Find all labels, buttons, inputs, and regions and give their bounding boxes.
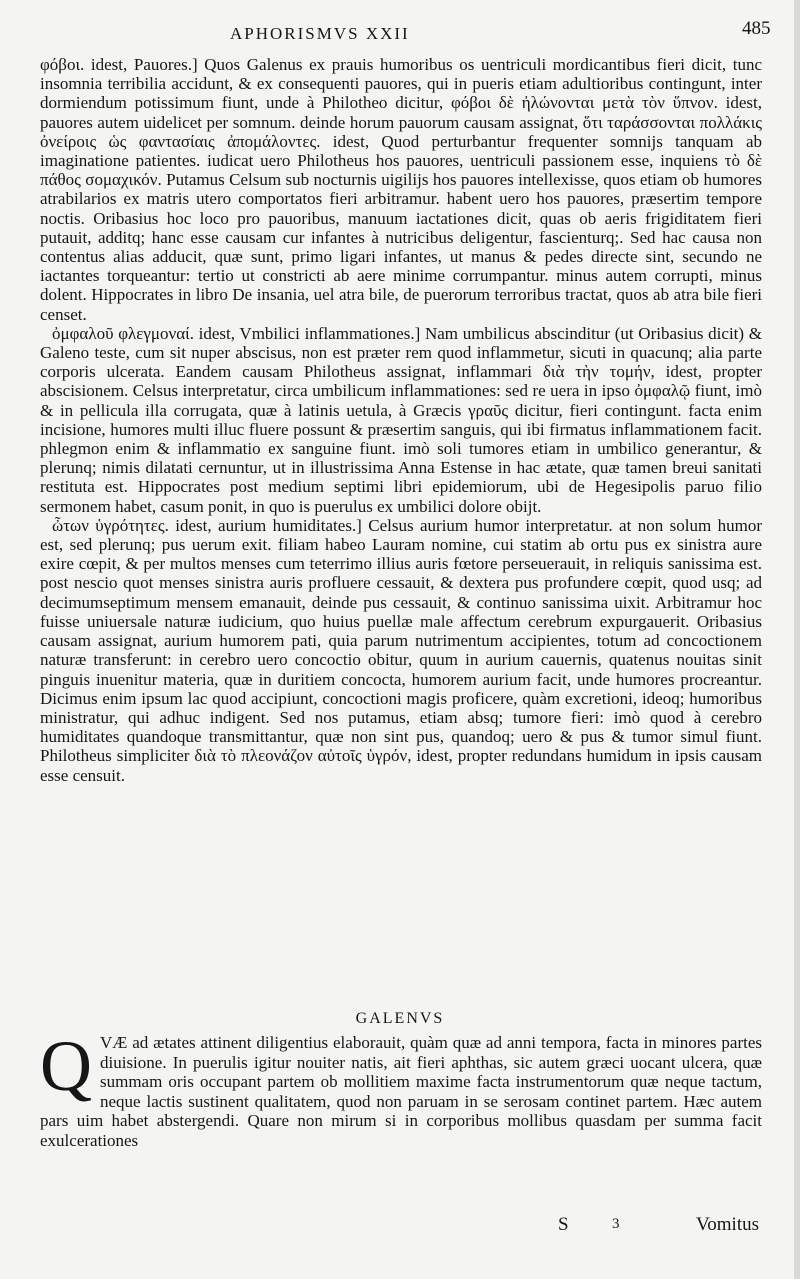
commentary-paragraph-pauores: φόβοι. idest, Pauores.] Quos Galenus ex prauis humoribus os uentriculi mordicantibus fieri dicit, tunc insomnia terribilia accidunt, & ex consequenti pauores, qui in pueris etiam adultioribus contingunt, inter dormiendum potissimum fiunt, unde à Philotheo dicitur, φόβοι δὲ ἠλώνονται μετὰ τὸν ὕπνον. idest, pauores autem uidelicet per somnum. deinde horum pauorum causam assignat, ὅτι ταράσσονται πολλάκις ὀνείροις ὡς φαντασίαις ἀπομάλοντες. idest, Quod perturbantur frequenter somnijs tanquam ab imaginatione patientes. iudicat uero Philotheus hos pauores, uentriculi passionem esse, inquiens τὸ δὲ πάθος σομαχικόν. Putamus Celsum sub nocturnis uigilijs hos pauores intellexisse, quos etiam ob humores atrabilarios ex matris utero comportatos fieri arbitramur. habent uero hos pauores, præsertim tempore noctis. Oribasius hoc loco pro pauoribus, manuum iactationes dicit, quas ob aeris frigiditatem fieri putauit, additq; hanc esse causam cur infantes à nutricibus deligentur, fascienturq;. Sed hac causa non contentus alias adducit, quæ sunt, primo ligari infantes, ut manus & pedes directe sint, secundo ne iactantes torqueantur: tertio ut constricti ab aere minime corrumpantur. minus autem corrupti, minus dolent. Hippocrates in libro De insania, uel atra bile, de puerorum terroribus tractat, quos ab atra bile fieri censet. bbox=[40, 55, 762, 324]
page-number: 485 bbox=[742, 18, 771, 39]
page-gutter-shadow bbox=[794, 0, 800, 1279]
section-title-galenus: GALENVS bbox=[355, 1010, 445, 1027]
galen-paragraph: VÆ ad ætates attinent diligentius elaborauit, quàm quæ ad anni tempora, facta in minores partes diuisione. In puerulis igitur nouiter natis, ait fieri aphthas, sic autem græci uocant ulcera, quæ summam oris occupant partem ob mollitiem maxime facta instrumentorum quæ neque tactum, neque lactis sustinent qualitatem, quod non paruam in se serosam continet partem. Hæc autem pars uim habet abstergendi. Quare non mirum si in corporibus mollibus quasdam per summa facit exulcerationes bbox=[40, 1033, 762, 1150]
commentary-paragraph-aurium: ὦτων ὑγρότητες. idest, aurium humiditates.] Celsus aurium humor interpretatur. at non solum humor est, sed plerunq; pus uerum exit. filiam habeo Lauram nomine, cui statim ab ortu pus ex sinistra aure exire cœpit, & per multos menses cum teterrimo illius auris fœtore perseuerauit, in reliquis sanissima est. post nescio quot menses sinistra auris profluere cessauit, & dextera pus profundere cœpit, quod usq; ad decimumseptimum mensem emanauit, deinde pus cessauit, & continuo sanissima uixit. Arbitramur hoc fuisse uniuersale naturæ iudicium, quo huius puellæ male affectum cerebrum expurgauerit. Oribasius causam assignat, aurium humorem pati, quia parum nutrimentum accipientes, totum ad concoctionem naturæ transferunt: in cerebro uero concoctio obitur, quum in aurium cauernis, quatenus nouitas sinit pinguis inuenitur materia, quæ in duritiem concocta, humorem aurium facit, unde humores procreantur. Dicimus enim ipsum lac quod accipiunt, concoctioni magis proficere, quàm excretioni, ideoq; humoribus ministratur, qui adhuc indigent. Sed nos putamus, etiam absq; tumore fieri: imò quod à cerebro humiditates quandoque transmittantur, quæ non sint pus, quandoq; uero & pus & tumor simul fiunt. Philotheus simpliciter διὰ τὸ πλεονάζον αὐτοῖς ὑγρόν, idest, propter redundans humidum in ipsis causam esse censuit. bbox=[40, 515, 762, 785]
drop-cap: Q bbox=[40, 1026, 92, 1106]
signature-number: 3 bbox=[612, 1216, 620, 1232]
catchword: Vomitus bbox=[696, 1214, 760, 1235]
running-title: APHORISMVS XXII bbox=[230, 24, 410, 43]
commentary-paragraph-umbilici: ὀμφαλοῦ φλεγμοναί. idest, Vmbilici inflammationes.] Nam umbilicus abscinditur (ut Oribasius dicit) & Galeno teste, cum sit nuper abscisus, non est præter rem quod inflammetur, sicuti in quacunq; alia parte corporis ulcerata. Eandem causam Philotheus assignat, inflammari διὰ τὴν τομήν, idest, propter abscisionem. Celsus interpretatur, circa umbilicum inflammationes: sed re uera in ipso ὀμφαλῷ fiunt, imò & in pellicula illa corrugata, quæ à latinis uetula, à Græcis γραῦς dicitur, fieri contingunt. facta enim incisione, humores multi illuc fluere possunt & præsertim sanguis, qui ibi firmatus inflammationem facit. phlegmon enim & inflammatio ex sanguine fiunt. imò soli tumores etiam in umbilico generantur, & plerunq; nimis dilatati cernuntur, ut in illustrissima Anna Estense in hac ætate, quæ tamen breui sanitati restituta est. Hippocrates post medium septimi libri epidemiorum, ubi de Hegesipolis paruo filio sermonem habet, casum ponit, in quo is puerulus ex umbilici dolore obijt. bbox=[40, 323, 762, 516]
signature-mark: S bbox=[558, 1214, 569, 1235]
commentary-body bbox=[40, 55, 762, 785]
galen-text-block bbox=[40, 1026, 762, 1151]
page-footer bbox=[0, 1214, 800, 1240]
